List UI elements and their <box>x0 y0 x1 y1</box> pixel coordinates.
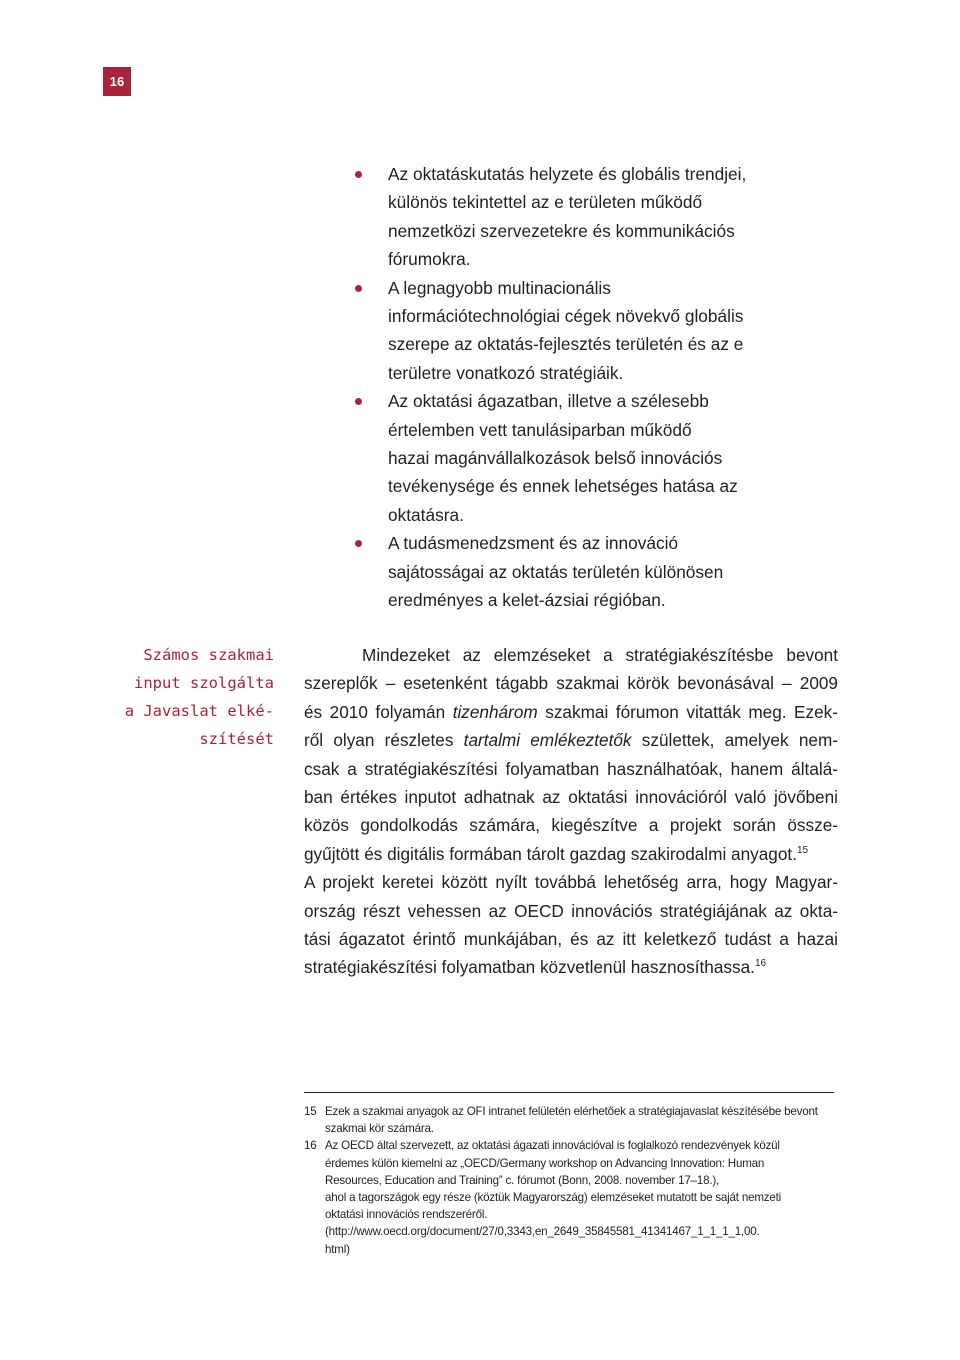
paragraph-line: Mindezeket az elemzéseket a stratégiakészítésbe bevont <box>362 645 838 665</box>
emphasis-text: tizenhárom <box>452 701 538 722</box>
footnote-line: Az OECD által szervezett, az oktatási ágazati innovációval is foglalkozó rendezvények közül <box>325 1139 780 1153</box>
paragraph-line <box>304 698 838 726</box>
paragraph-line: A projekt keretei között nyílt továbbá lehetőség arra, hogy Magyar- <box>304 872 838 893</box>
bullet-line: fórumokra. <box>388 249 471 270</box>
bullet-line: tevékenysége és ennek lehetséges hatása az <box>388 476 738 497</box>
footnote-line: Resources, Education and Training” c. fórumot (Bonn, 2008. november 17–18.), <box>325 1173 720 1187</box>
bullet-line: szerepe az oktatás-fejlesztés területén és az e <box>388 334 744 355</box>
footnote-divider <box>304 1092 834 1093</box>
footnote-ref: 15 <box>796 844 809 856</box>
paragraph-line: ország részt vehessen az OECD innovációs stratégiájának az okta- <box>304 900 838 921</box>
footnote-line: oktatási innovációs rendszeréről. <box>325 1208 488 1222</box>
bullet-line: eredményes a kelet-ázsiai régióban. <box>388 590 666 611</box>
footnote-number: 16 <box>304 1139 317 1153</box>
bullet-line: oktatásra. <box>388 504 464 525</box>
bullet-item <box>350 274 790 388</box>
footnote-line: Ezek a szakmai anyagok az OFI intranet felületén elérhetőek a stratégiajavaslat készítésébe bevont <box>325 1105 818 1118</box>
bullet-line: A tudásmenedzsment és az innováció <box>388 533 679 554</box>
text-run: ről olyan részletes <box>304 730 464 751</box>
paragraph-line <box>304 953 838 981</box>
bullet-dot-icon <box>355 540 362 547</box>
margin-note-line: input szolgálta <box>134 674 274 692</box>
bullet-item <box>350 387 790 529</box>
footnote-ref: 16 <box>754 958 767 970</box>
footnote-line: (http://www.oecd.org/document/27/0,3343,en_2649_35845581_41341467_1_1_1_1,00. <box>325 1225 760 1239</box>
bullet-line: értelemben vett tanulásiparban működő <box>388 419 692 440</box>
bullet-item <box>350 529 790 614</box>
body-text <box>304 641 838 982</box>
page-number: 16 <box>103 67 131 96</box>
paragraph-line: közös gondolkodás számára, kiegészítve a projekt során össze- <box>304 815 838 836</box>
bullet-dot-icon <box>355 398 362 405</box>
footnote-line: érdemes külön kiemelni az „OECD/Germany workshop on Advancing Innovation: Human <box>325 1156 765 1170</box>
paragraph-line <box>304 726 838 754</box>
paragraph-line <box>304 840 838 868</box>
text-run: születtek, amelyek nem- <box>631 730 838 751</box>
paragraph-line: csak a stratégiakészítési folyamatban használhatóak, hanem általá- <box>304 758 838 779</box>
margin-note-line: a Javaslat elké- <box>124 702 274 720</box>
text-run: szakmai fórumon vitatták meg. Ezek- <box>537 701 838 722</box>
footnote-line: szakmai kör számára. <box>325 1122 434 1136</box>
bullet-dot-icon <box>355 285 362 292</box>
margin-note-line: Számos szakmai <box>143 646 274 664</box>
bullet-line: A legnagyobb multinacionális <box>388 277 611 298</box>
bullet-item <box>350 160 790 274</box>
footnote <box>304 1137 844 1257</box>
margin-note <box>100 641 274 753</box>
emphasis-text: tartalmi emlékeztetők <box>463 730 632 751</box>
footnote-number: 15 <box>304 1105 317 1118</box>
margin-note-line: szítését <box>199 730 274 748</box>
footnote-line: ahol a tagországok egy része (köztük Magyarország) elemzéseket mutatott be saját nemzeti <box>325 1191 782 1205</box>
footnote <box>304 1103 844 1137</box>
bullet-line: területre vonatkozó stratégiáik. <box>388 362 624 383</box>
bullet-line: Az oktatáskutatás helyzete és globális trendjei, <box>388 164 747 184</box>
bullet-dot-icon <box>355 171 362 178</box>
paragraph-line: ban értékes inputot adhatnak az oktatási innovációról való jövőbeni <box>304 787 838 808</box>
bullet-line: sajátosságai az oktatás területén különösen <box>388 561 724 582</box>
bullet-line: információtechnológiai cégek növekvő globális <box>388 306 744 327</box>
paragraph-line: tási ágazatot érintő munkájában, és az itt keletkező tudást a hazai <box>304 929 838 950</box>
text-run: gyűjtött és digitális formában tárolt gazdag szakirodalmi anyagot. <box>304 843 797 864</box>
bullet-line: nemzetközi szervezetekre és kommunikációs <box>388 220 735 241</box>
paragraph-line: szereplők – esetenként tágabb szakmai körök bevonásával – 2009 <box>304 673 838 694</box>
footnote-line: html) <box>325 1242 350 1256</box>
text-run: stratégiakészítési folyamatban közvetlenül hasznosíthassa. <box>304 957 755 978</box>
bullet-line: különös tekintettel az e területen működő <box>388 192 703 213</box>
bullet-line: hazai magánvállalkozások belső innovációs <box>388 448 723 469</box>
footnotes <box>304 1103 844 1258</box>
text-run: és 2010 folyamán <box>304 701 453 722</box>
bullet-list <box>350 160 790 615</box>
bullet-line: Az oktatási ágazatban, illetve a szélesebb <box>388 391 709 412</box>
